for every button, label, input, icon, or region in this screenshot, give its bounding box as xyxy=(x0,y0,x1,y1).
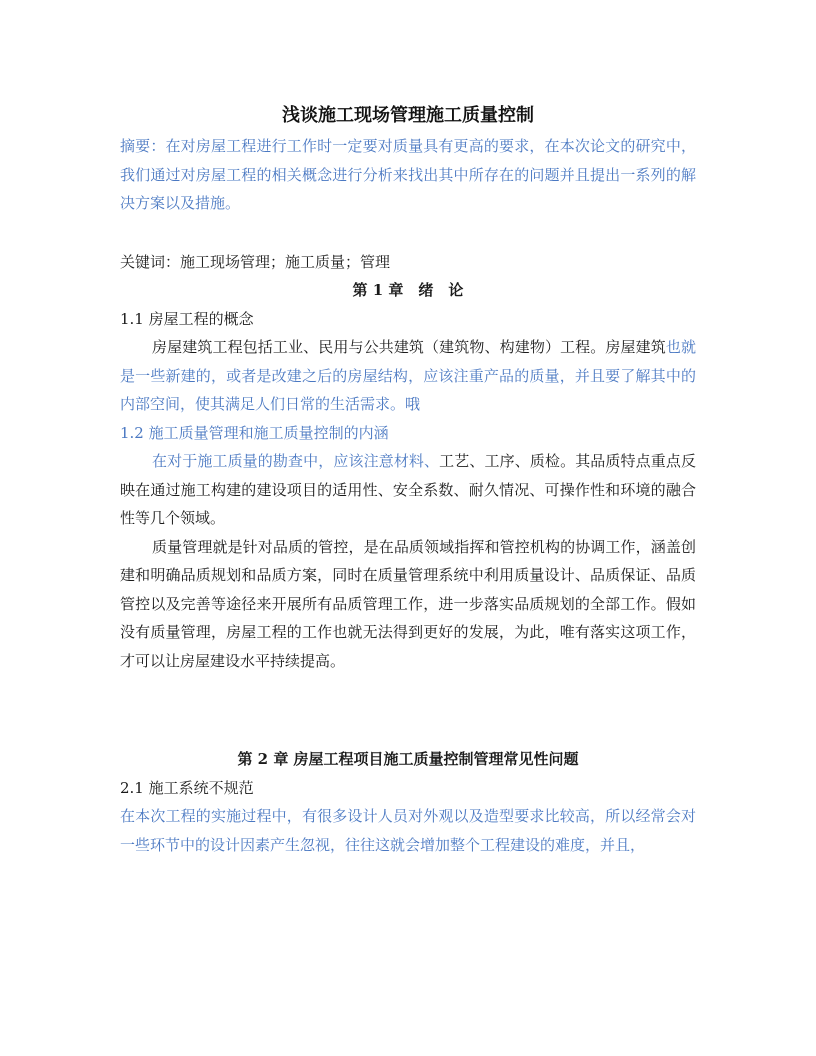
section-1-2-text-black: 工艺、工序、质检。其品质特点重点反映在通过施工构建的建设项目的适用性、安全系数、耐久情况、可操作性和环境的融合性等几个领域。 xyxy=(120,452,696,527)
section-2-1-heading: 2.1 施工系统不规范 xyxy=(120,778,254,797)
document-page xyxy=(120,100,696,859)
abstract: 摘要：在对房屋工程进行工作时一定要对质量具有更高的要求，在本次论文的研究中，我们通过对房屋工程的相关概念进行分析来找出其中所存在的问题并且提出一系列的解决方案以及措施。 xyxy=(120,137,696,212)
section-1-2-paragraph-1 xyxy=(120,447,696,533)
section-2-1-paragraph: 在本次工程的实施过程中，有很多设计人员对外观以及造型要求比较高，所以经常会对一些环节中的设计因素产生忽视，往往这就会增加整个工程建设的难度，并且， xyxy=(120,807,696,854)
document-title: 浅谈施工现场管理施工质量控制 xyxy=(282,105,534,126)
keywords: 关键词：施工现场管理；施工质量；管理 xyxy=(120,252,391,271)
section-1-1-paragraph xyxy=(120,333,696,419)
section-1-1-text-black: 房屋建筑工程包括工业、民用与公共建筑（建筑物、构建物）工程。房屋建筑 xyxy=(152,338,666,356)
section-1-2-paragraph-2: 质量管理就是针对品质的管控，是在品质领域指挥和管控机构的协调工作，涵盖创建和明确品质规划和品质方案，同时在质量管理系统中利用质量设计、品质保证、品质管控以及完善等途径来开展所有品质管理工作，进一步落实品质规划的全部工作。假如没有质量管理，房屋工程的工作也就无法得到更好的发展，为此，唯有落实这项工作，才可以让房屋建设水平持续提高。 xyxy=(120,537,696,670)
section-1-1-heading: 1.1 房屋工程的概念 xyxy=(120,309,254,328)
chapter-2-heading: 第 2 章 房屋工程项目施工质量控制管理常见性问题 xyxy=(237,750,579,768)
section-1-2-heading: 1.2 施工质量管理和施工质量控制的内涵 xyxy=(120,423,389,442)
section-1-2-text-blue: 在对于施工质量的勘查中，应该注意材料、 xyxy=(152,452,440,470)
spacer xyxy=(120,218,696,248)
chapter-1-heading: 第 1 章 绪 论 xyxy=(352,281,464,299)
section-1-1-text-blue: 也就是一些新建的，或者是改建之后的房屋结构，应该注重产品的质量，并且要了解其中的内部空间，使其满足人们日常的生活需求。哦 xyxy=(120,338,696,413)
spacer xyxy=(120,675,696,745)
